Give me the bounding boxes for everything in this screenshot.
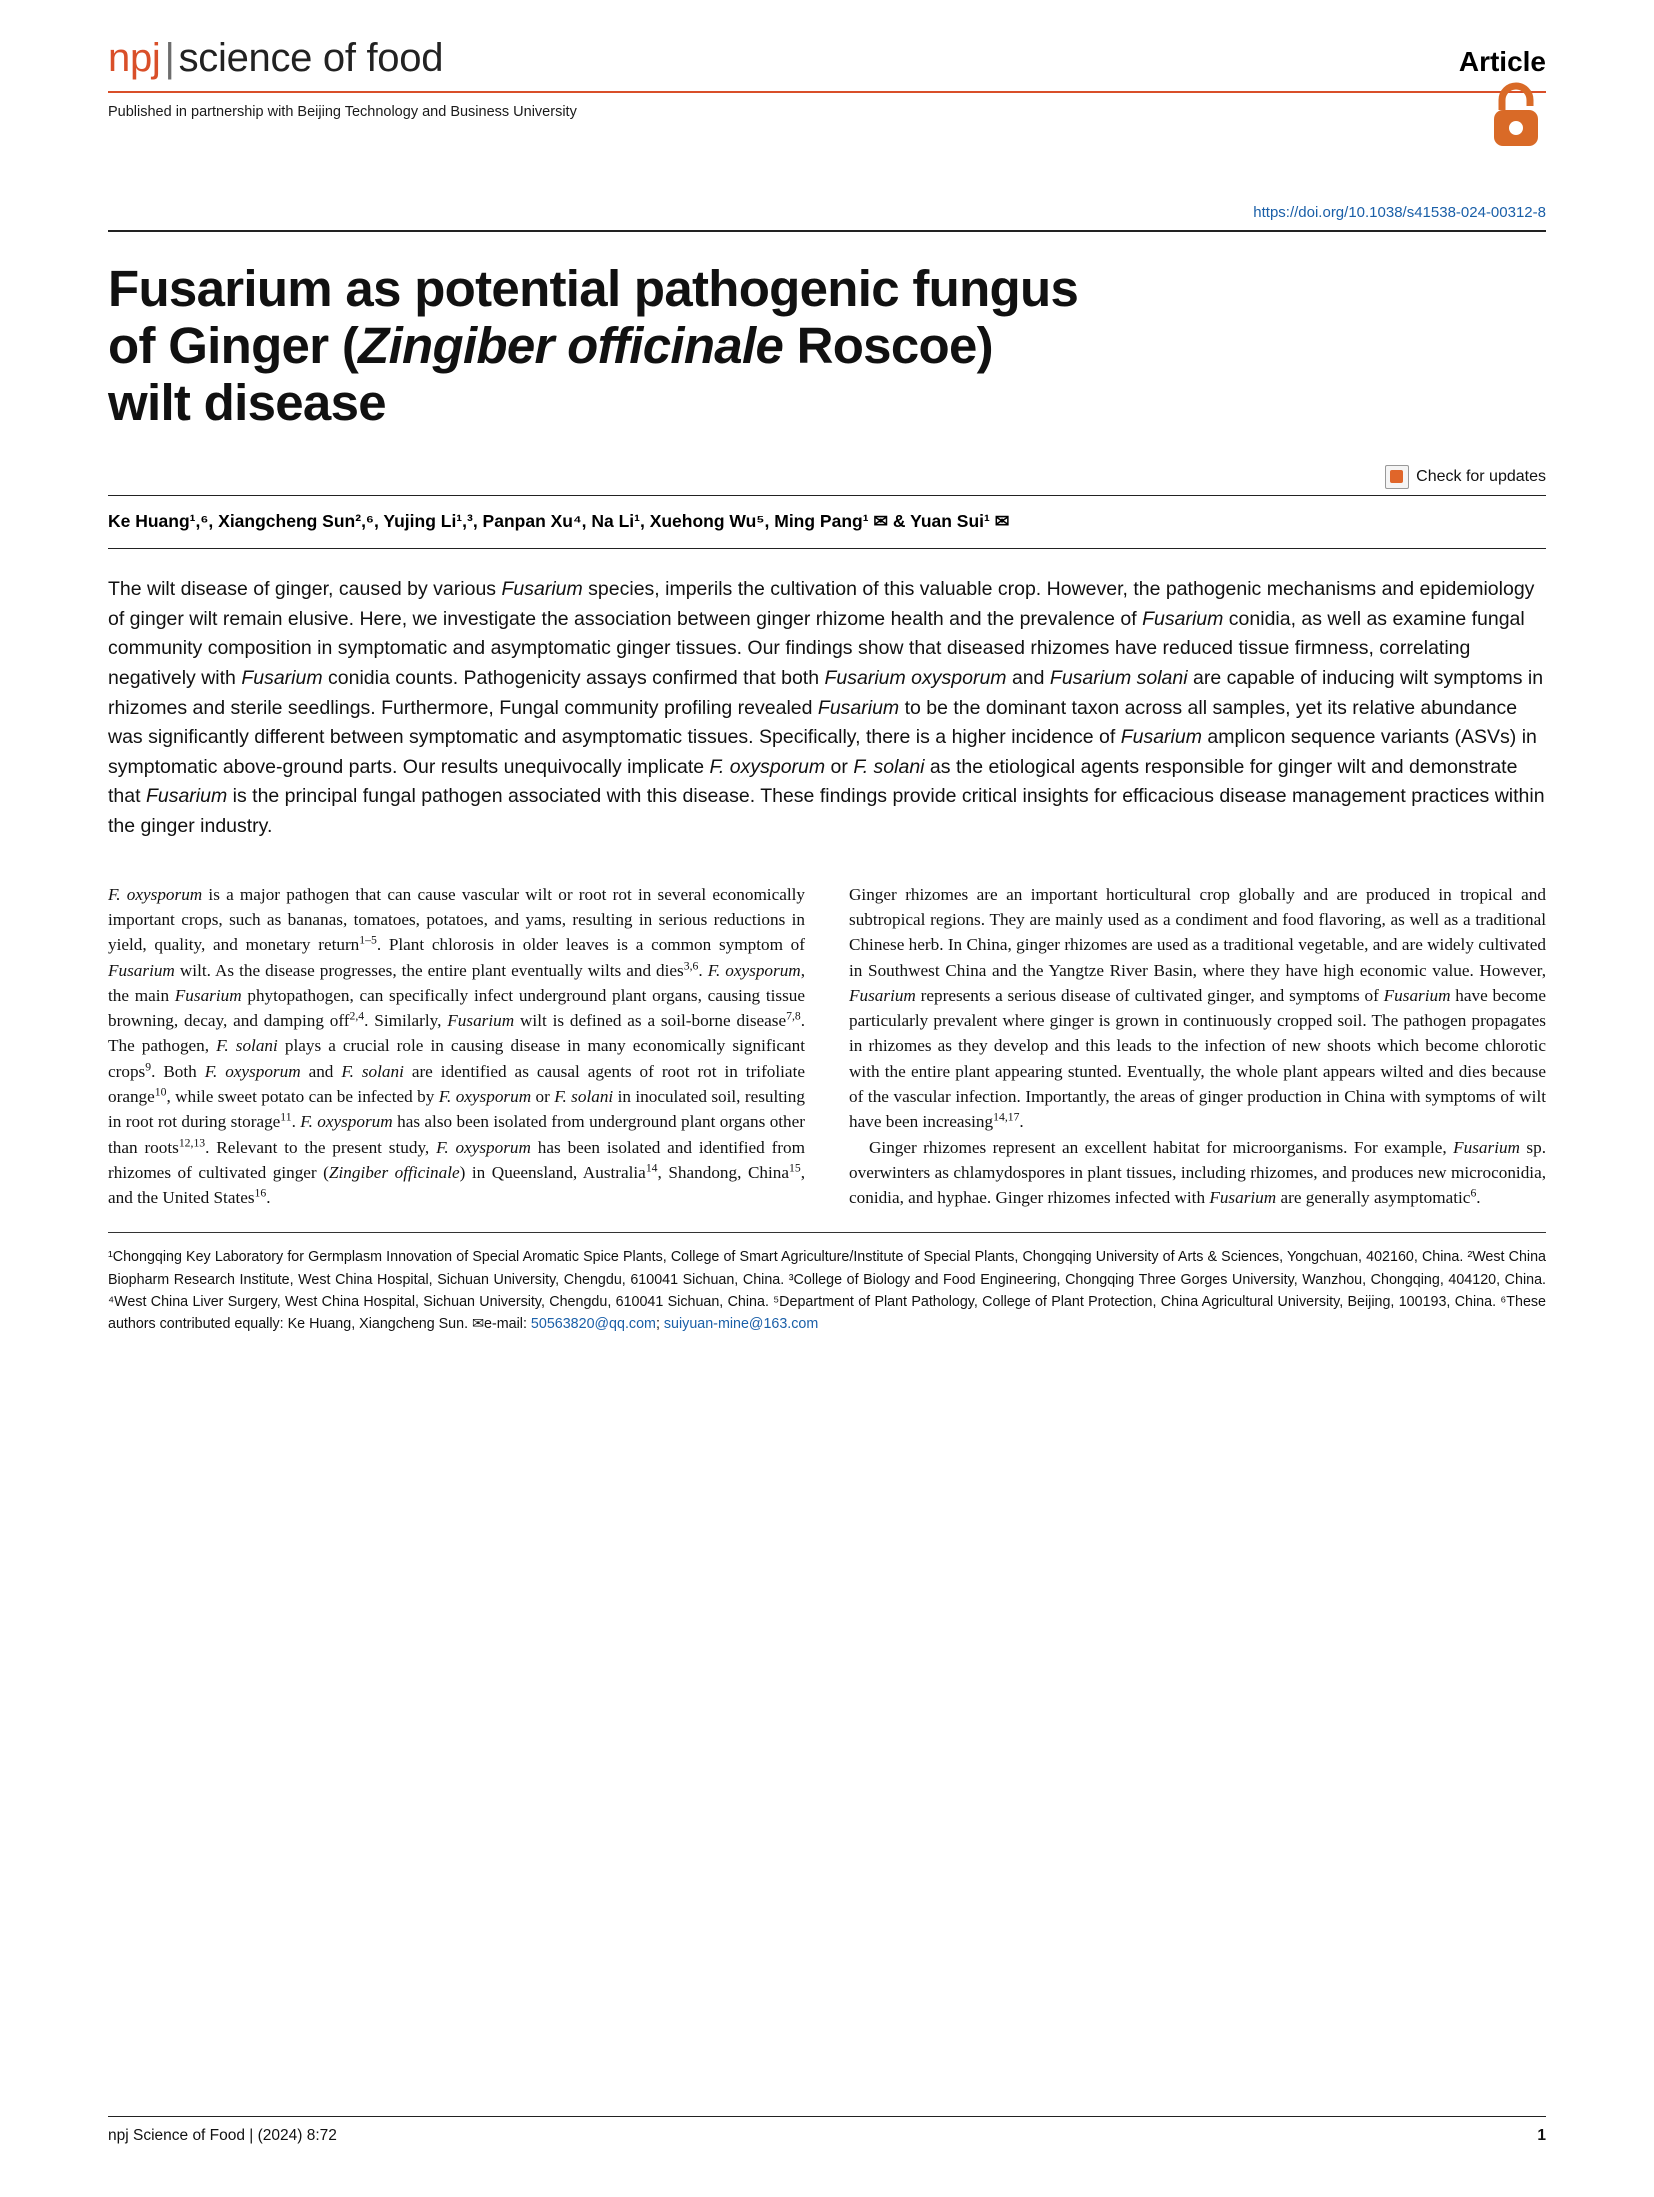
- body-columns: [108, 882, 1546, 1211]
- title-line-2-italic: Zingiber officinale: [358, 317, 784, 375]
- doi-divider: [108, 230, 1546, 232]
- authors-divider-bottom: [108, 548, 1546, 549]
- body-column-right: [849, 882, 1546, 1211]
- body-paragraph: Ginger rhizomes are an important horticultural crop globally and are produced in tropical and subtropical regions. They are mainly used as a condiment and food flavoring, as well as a traditional Chinese herb. In China, ginger rhizomes are used as a traditional vegetable, and are widely cultivated in Southwest China and the Yangtze River Basin, where they have high economic value. However, Fusarium represents a serious disease of cultivated ginger, and symptoms of Fusarium have become particularly prevalent where ginger is grown in continuously cropped soil. The pathogen propagates in rhizomes as they develop and this leads to the infection of new shoots which become chlorotic with the entire plant appearing stunted. Eventually, the whole plant appears wilted and dies because of the vascular infection. Importantly, the areas of ginger production in China with symptoms of wilt have been increasing$^{14,17}$.: [849, 884, 1546, 1132]
- corresponding-email-2[interactable]: suiyuan-mine@163.com: [663, 1315, 819, 1332]
- footer-divider: [108, 2116, 1546, 2117]
- corresponding-email-1[interactable]: 50563820@qq.com: [530, 1315, 656, 1332]
- author-list: Ke Huang¹,⁶, Xiangcheng Sun²,⁶, Yujing Li¹,³, Panpan Xu⁴, Na Li¹, Xuehong Wu⁵, Ming Pang¹ ✉ & Yuan Sui¹ ✉: [108, 511, 1010, 532]
- check-for-updates[interactable]: [108, 465, 1546, 489]
- title-line-3: wilt disease: [108, 374, 386, 432]
- article-type-label: Article: [1458, 46, 1546, 77]
- footer-row: [108, 2127, 1546, 2145]
- title-line-2-post: Roscoe): [783, 317, 993, 375]
- check-for-updates-label: Check for updates: [1416, 468, 1546, 486]
- body-paragraph: F. oxysporum is a major pathogen that can cause vascular wilt or root rot in several economically important crops, such as bananas, tomatoes, potatoes, and yams, resulting in serious reductions in yield, quality, and monetary return$^{1-5}$. Plant chlorosis in older leaves is a common symptom of Fusarium wilt. As the disease progresses, the entire plant eventually wilts and dies$^{3,6}$. F. oxysporum, the main Fusarium phytopathogen, can specifically infect underground plant organs, causing tissue browning, decay, and damping off$^{2,4}$. Similarly, Fusarium wilt is defined as a soil-borne disease$^{7,8}$. The pathogen, F. solani plays a crucial role in causing disease in many economically significant crops$^9$. Both F. oxysporum and F. solani are identified as causal agents of root rot in trifoliate orange$^{10}$, while sweet potato can be infected by F. oxysporum or F. solani in inoculated soil, resulting in root rot during storage$^{11}$. F. oxysporum has also been isolated from underground plant organs other than roots$^{12,13}$. Relevant to the present study, F. oxysporum has been isolated and identified from rhizomes of cultivated ginger (Zingiber officinale) in Queensland, Australia$^{14}$, Shandong, China$^{15}$, and the United States$^{16}$.: [108, 884, 806, 1208]
- masthead-divider: [108, 91, 1546, 93]
- affiliations-divider: [108, 1232, 1546, 1233]
- open-access-icon: [1486, 78, 1546, 148]
- masthead: [108, 0, 1546, 120]
- title-line-2-pre: of Ginger (: [108, 317, 359, 375]
- footer-page-number: 1: [1537, 2127, 1546, 2144]
- title-line-1: Fusarium as potential pathogenic fungus: [108, 260, 1079, 317]
- journal-logo: [108, 36, 443, 81]
- partnership-statement: Published in partnership with Beijing Technology and Business University: [108, 104, 577, 120]
- page-title: [108, 260, 1546, 431]
- affiliations-text: ¹Chongqing Key Laboratory for Germplasm Innovation of Special Aromatic Spice Plants, College of Smart Agriculture/Institute of Special Plants, Chongqing University of Arts & Sciences, Yongchuan, 402160, China. ²West China Biopharm Research Institute, West China Hospital, Sichuan University, Chengdu, 610041 Sichuan, China. ³College of Biology and Food Engineering, Chongqing Three Gorges University, Wanzhou, Chongqing, 404120, China. ⁴West China Liver Surgery, West China Hospital, Sichuan University, Chengdu, 610041 Sichuan, China. ⁵Department of Plant Pathology, College of Plant Protection, China Agricultural University, Beijing, 100193, China. ⁶These authors contributed equally: Ke Huang, Xiangcheng Sun.: [108, 1249, 1546, 1332]
- journal-logo-name: science of food: [178, 36, 444, 80]
- crossmark-icon: [1385, 465, 1409, 489]
- email-label: e-mail:: [484, 1315, 527, 1332]
- body-paragraph: Ginger rhizomes represent an excellent habitat for microorganisms. For example, Fusarium sp. overwinters as chlamydospores in plant tissues, including rhizomes, and produces new microconidia, conidia, and hyphae. Ginger rhizomes infected with Fusarium are generally asymptomatic$^6$.: [849, 1137, 1546, 1208]
- email-separator: ;: [655, 1315, 660, 1332]
- doi-link[interactable]: https://doi.org/10.1038/s41538-024-00312-8: [1253, 204, 1546, 221]
- affiliations-block: [108, 1246, 1546, 1335]
- journal-logo-npj: npj: [108, 36, 161, 80]
- masthead-row: [108, 36, 1546, 81]
- abstract-text: The wilt disease of ginger, caused by various Fusarium species, imperils the cultivation of this valuable crop. However, the pathogenic mechanisms and epidemiology of ginger wilt remain elusive. Here, we investigate the association between ginger rhizome health and the prevalence of Fusarium conidia, as well as examine fungal community composition in symptomatic and asymptomatic ginger tissues. Our findings show that diseased rhizomes have reduced tissue firmness, correlating negatively with Fusarium conidia counts. Pathogenicity assays confirmed that both Fusarium oxysporum and Fusarium solani are capable of inducing wilt symptoms in rhizomes and sterile seedlings. Furthermore, Fungal community profiling revealed Fusarium to be the dominant taxon across all samples, yet its relative abundance was significantly different between symptomatic and asymptomatic tissues. Specifically, there is a higher incidence of Fusarium amplicon sequence variants (ASVs) in symptomatic above-ground parts. Our results unequivocally implicate F. oxysporum or F. solani as the etiological agents responsible for ginger wilt and demonstrate that Fusarium is the principal fungal pathogen associated with this disease. These findings provide critical insights for efficacious disease management practices within the ginger industry.: [108, 578, 1545, 838]
- footer-citation: npj Science of Food | (2024) 8:72: [108, 2127, 337, 2144]
- page-footer: [108, 2116, 1546, 2145]
- body-column-left: [108, 882, 805, 1211]
- envelope-icon: ✉: [472, 1315, 485, 1332]
- journal-logo-divider: |: [164, 36, 175, 80]
